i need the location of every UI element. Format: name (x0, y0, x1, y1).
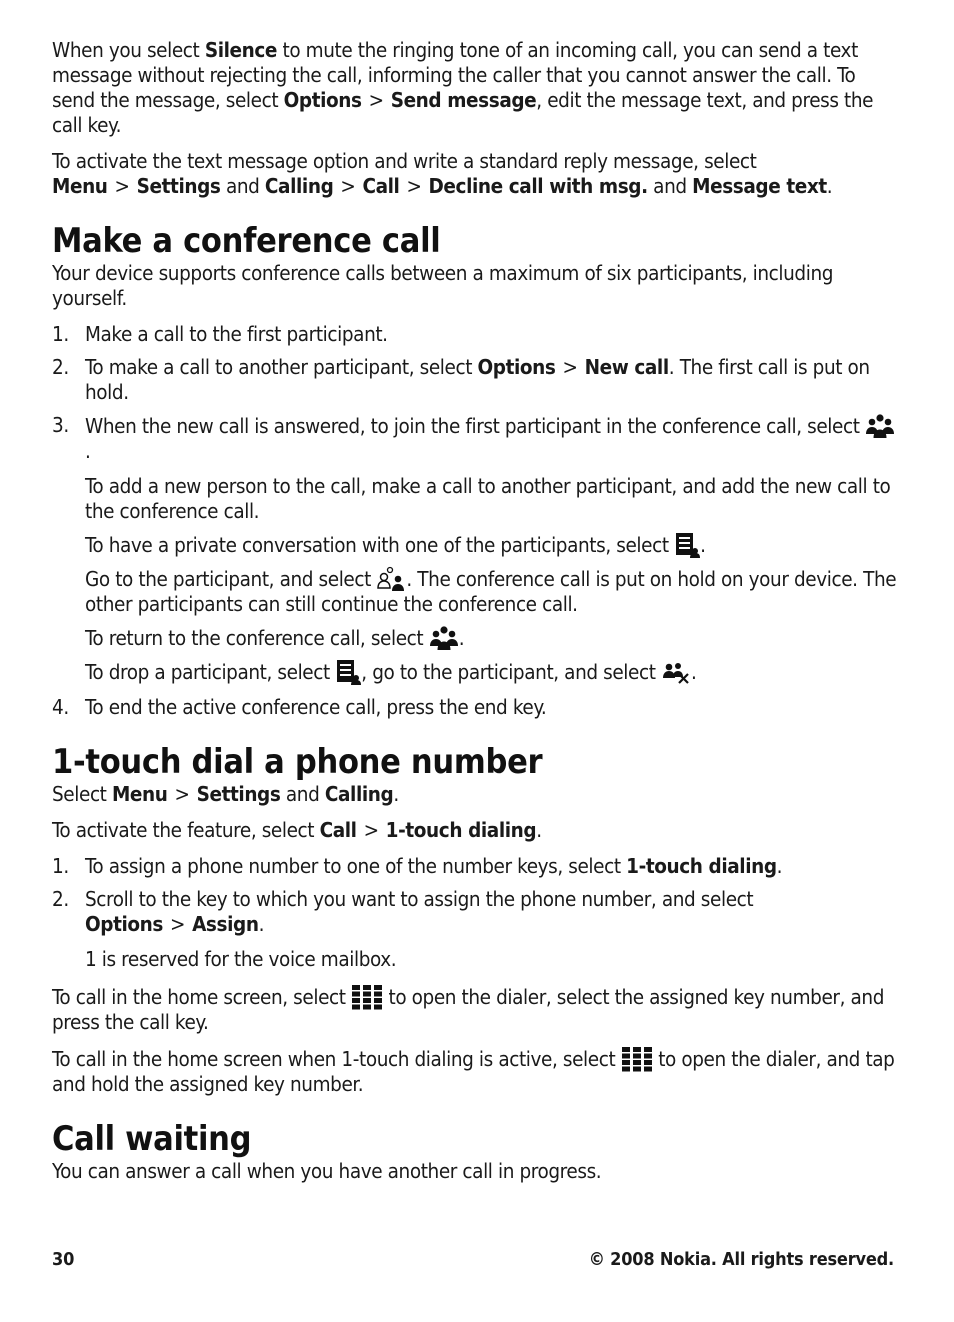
list-number: 4. (52, 695, 69, 719)
ui-term-menu: Menu (52, 174, 108, 198)
text: When you select (52, 38, 205, 62)
step-note: 1 is reserved for the voice mailbox. (85, 947, 397, 971)
list-number: 2. (52, 887, 69, 911)
step-note (52, 625, 897, 651)
participants-list-icon (335, 659, 361, 685)
paragraph-decline-setting (52, 149, 897, 199)
paragraph-call-home-screen (52, 984, 897, 1035)
text: , go to the participant, and select (361, 660, 661, 684)
conference-join-icon (429, 625, 459, 651)
text: To activate the text message option and write a standard reply message, select (52, 149, 757, 173)
list-number: 3. (52, 413, 69, 437)
heading-one-touch-dial: 1-touch dial a phone number (52, 742, 543, 782)
ui-term-new-call: New call (584, 355, 669, 379)
list-item (52, 355, 897, 405)
text: To return to the conference call, select (85, 626, 429, 650)
conference-join-icon (865, 413, 895, 439)
step-note: To add a new person to the call, make a call to another participant, and add the new call to the conference call. (85, 474, 891, 523)
menu-separator: > (114, 174, 130, 198)
ui-term-1-touch-dialing: 1-touch dialing (626, 854, 777, 878)
ui-term-assign: Assign (192, 912, 259, 936)
page-number: 30 (52, 1249, 75, 1270)
ui-term-menu: Menu (111, 782, 168, 806)
text: to mute the ringing tone of an incoming call, you can send a text message without rejecting the call, informing the caller that you cannot answer the call. To send the message, select (52, 38, 858, 112)
ui-term-message-text: Message text (692, 174, 827, 198)
menu-separator: > (562, 355, 578, 379)
list-item (52, 413, 897, 464)
text: Make a call to the first participant. (85, 322, 388, 346)
ui-term-settings: Settings (136, 174, 221, 198)
text: , edit the message text, and press the call key. (52, 88, 874, 137)
text: to open the dialer, and tap and hold the assigned key number. (52, 1047, 895, 1096)
ui-term-1-touch-dialing: 1-touch dialing (385, 818, 537, 842)
text: . (826, 174, 833, 198)
text: . (700, 533, 706, 557)
ui-term-calling: Calling (324, 782, 394, 806)
text: . The conference call is put on hold on your device. The other participants can still continue the conference call. (85, 567, 897, 616)
heading-conference-call: Make a conference call (52, 221, 441, 261)
ui-term-options: Options (85, 912, 163, 936)
menu-separator: > (363, 818, 379, 842)
list-number: 1. (52, 322, 69, 346)
text: To assign a phone number to one of the number keys, select (85, 854, 627, 878)
menu-separator: > (340, 174, 356, 198)
text: Go to the participant, and select (85, 567, 377, 591)
step-note (52, 532, 897, 558)
text: When the new call is answered, to join the first participant in the conference call, select (85, 414, 865, 438)
text: and (280, 782, 325, 806)
list-item (52, 322, 897, 347)
paragraph-call-1-touch-active (52, 1046, 897, 1097)
ui-term-silence: Silence (204, 38, 278, 62)
text: . (536, 818, 542, 842)
ui-term-calling: Calling (264, 174, 334, 198)
menu-separator: > (174, 782, 190, 806)
paragraph-silence (52, 38, 897, 138)
paragraph-conference-intro: Your device supports conference calls between a maximum of six participants, including yourself. (52, 261, 834, 310)
text: . (85, 439, 91, 463)
text: . (258, 912, 265, 936)
text: Select (52, 782, 112, 806)
text: . (776, 854, 783, 878)
dialer-keypad-icon (621, 1046, 653, 1072)
text: . (691, 660, 697, 684)
step-note (52, 659, 897, 685)
participants-list-icon (674, 532, 700, 558)
text: . The first call is put on hold. (85, 355, 870, 404)
page-content (52, 38, 897, 1184)
heading-call-waiting: Call waiting (52, 1119, 252, 1159)
text: To call in the home screen, select (52, 985, 352, 1009)
page-footer (52, 1249, 894, 1270)
conference-steps (52, 322, 897, 720)
drop-participant-icon (661, 659, 691, 685)
text: To call in the home screen when 1-touch dialing is active, select (52, 1047, 621, 1071)
private-call-icon (376, 566, 406, 592)
paragraph-call-waiting: You can answer a call when you have another call in progress. (52, 1159, 602, 1183)
text: To make a call to another participant, select (85, 355, 478, 379)
paragraph-activate-feature (52, 818, 897, 843)
paragraph-select-settings (52, 782, 897, 807)
text: and (220, 174, 265, 198)
list-item (52, 887, 897, 937)
text: to open the dialer, select the assigned key number, and press the call key. (52, 985, 885, 1034)
menu-separator: > (368, 88, 384, 112)
one-touch-steps (52, 854, 897, 972)
ui-term-call: Call (362, 174, 400, 198)
ui-term-decline-call: Decline call with msg. (428, 174, 648, 198)
menu-separator: > (406, 174, 422, 198)
text: Scroll to the key to which you want to assign the phone number, and select (85, 887, 754, 911)
text: . (393, 782, 399, 806)
list-item (52, 695, 897, 720)
text: To end the active conference call, press the end key. (85, 695, 547, 719)
ui-term-options: Options (283, 88, 362, 112)
step-note (52, 566, 897, 617)
list-item (52, 854, 897, 879)
text: . (458, 626, 465, 650)
ui-term-send-message: Send message (390, 88, 537, 112)
ui-term-options: Options (477, 355, 556, 379)
text: To have a private conversation with one of the participants, select (85, 533, 675, 557)
menu-separator: > (170, 912, 186, 936)
list-number: 1. (52, 854, 69, 878)
list-number: 2. (52, 355, 69, 379)
ui-term-settings: Settings (196, 782, 281, 806)
text: To activate the feature, select (52, 818, 320, 842)
text: and (647, 174, 693, 198)
ui-term-call: Call (319, 818, 357, 842)
dialer-keypad-icon (351, 984, 383, 1010)
text: To drop a participant, select (85, 660, 336, 684)
copyright-notice: © 2008 Nokia. All rights reserved. (588, 1249, 894, 1270)
